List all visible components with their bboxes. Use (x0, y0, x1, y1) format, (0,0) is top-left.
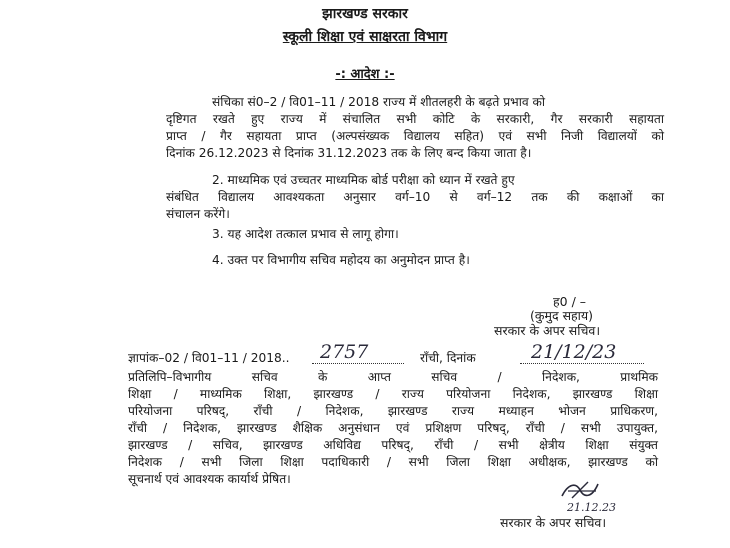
copy-line7: सूचनार्थ एवं आवश्यक कार्यार्थ प्रेषित। (128, 472, 291, 486)
signatory-designation: सरकार के अपर सचिव। (494, 323, 601, 338)
handwritten-signature (558, 478, 604, 502)
memo-date-handwritten: 21/12/23 (531, 341, 617, 363)
signature-date-handwritten: 21.12.23 (567, 501, 616, 514)
signed-mark: ह0 / – (553, 294, 586, 309)
para4: 4. उक्त पर विभागीय सचिव महोदय का अनुमोदन प्राप्त है। (212, 253, 470, 267)
memo-number-underline (312, 363, 404, 364)
copy-line2: शिक्षा / माध्यमिक शिक्षा, झारखण्ड / राज्य परियोजना निदेशक, झारखण्ड शिक्षा (128, 387, 658, 401)
memo-number-handwritten: 2757 (320, 341, 369, 363)
para2-line1: 2. माध्यमिक एवं उच्चतर माध्यमिक बोर्ड परीक्षा को ध्यान में रखते हुए (212, 173, 515, 187)
para2-line3: संचालन करेंगे। (166, 207, 230, 221)
para1-line3: प्राप्त / गैर सहायता प्राप्त (अल्पसंख्यक विद्यालय सहित) एवं सभी निजी विद्यालयों को (166, 129, 664, 143)
memo-place-date: रॉंची, दिनांक (420, 351, 476, 365)
copy-line5: झारखण्ड / सचिव, झारखण्ड अधिविद्य परिषद्, रॉंची / सभी क्षेत्रीय शिक्षा संयुक्त (128, 438, 658, 452)
copy-line4: रॉंची / निदेशक, झारखण्ड शैक्षिक अनुसंधान एवं प्रशिक्षण परिषद्, रॉंची / सभी उपायुक्त, (128, 421, 658, 435)
copy-line6: निदेशक / सभी जिला शिक्षा पदाधिकारी / सभी जिला शिक्षा अधीक्षक, झारखण्ड को (128, 455, 658, 469)
para1-line4: दिनांक 26.12.2023 से दिनांक 31.12.2023 तक के लिए बन्द किया जाता है। (166, 146, 532, 160)
government-header: झारखण्ड सरकार (322, 6, 408, 22)
memo-date-underline (520, 363, 644, 364)
signatory-name: (कुमुद सहाय) (530, 308, 594, 323)
copy-line3: परियोजना परिषद्, रॉंची / निदेशक, झारखण्ड राज्य मध्याहन भोजन प्राधिकरण, (128, 404, 658, 418)
department-header: स्कूली शिक्षा एवं साक्षरता विभाग (282, 29, 448, 45)
para1-line2: दृष्टिगत रखते हुए राज्य में संचालित सभी कोटि के सरकारी, गैर सरकारी सहायता (166, 112, 664, 126)
order-title: -: आदेश :- (335, 67, 395, 82)
para2-line2: संबंधित विद्यालय आवश्यकता अनुसार वर्ग–10 से वर्ग–12 तक की कक्षाओं का (166, 190, 664, 204)
para3: 3. यह आदेश तत्काल प्रभाव से लागू होगा। (212, 227, 399, 241)
bottom-designation: सरकार के अपर सचिव। (500, 515, 607, 530)
para1-line1: संचिका सं0–2 / वि01–11 / 2018 राज्य में शीतलहरी के बढ़ते प्रभाव को (212, 95, 546, 109)
copy-line1: प्रतिलिपि–विभागीय सचिव के आप्त सचिव / निदेशक, प्राथमिक (128, 370, 658, 384)
memo-prefix: ज्ञापांक–02 / वि01–11 / 2018.. (128, 351, 290, 365)
